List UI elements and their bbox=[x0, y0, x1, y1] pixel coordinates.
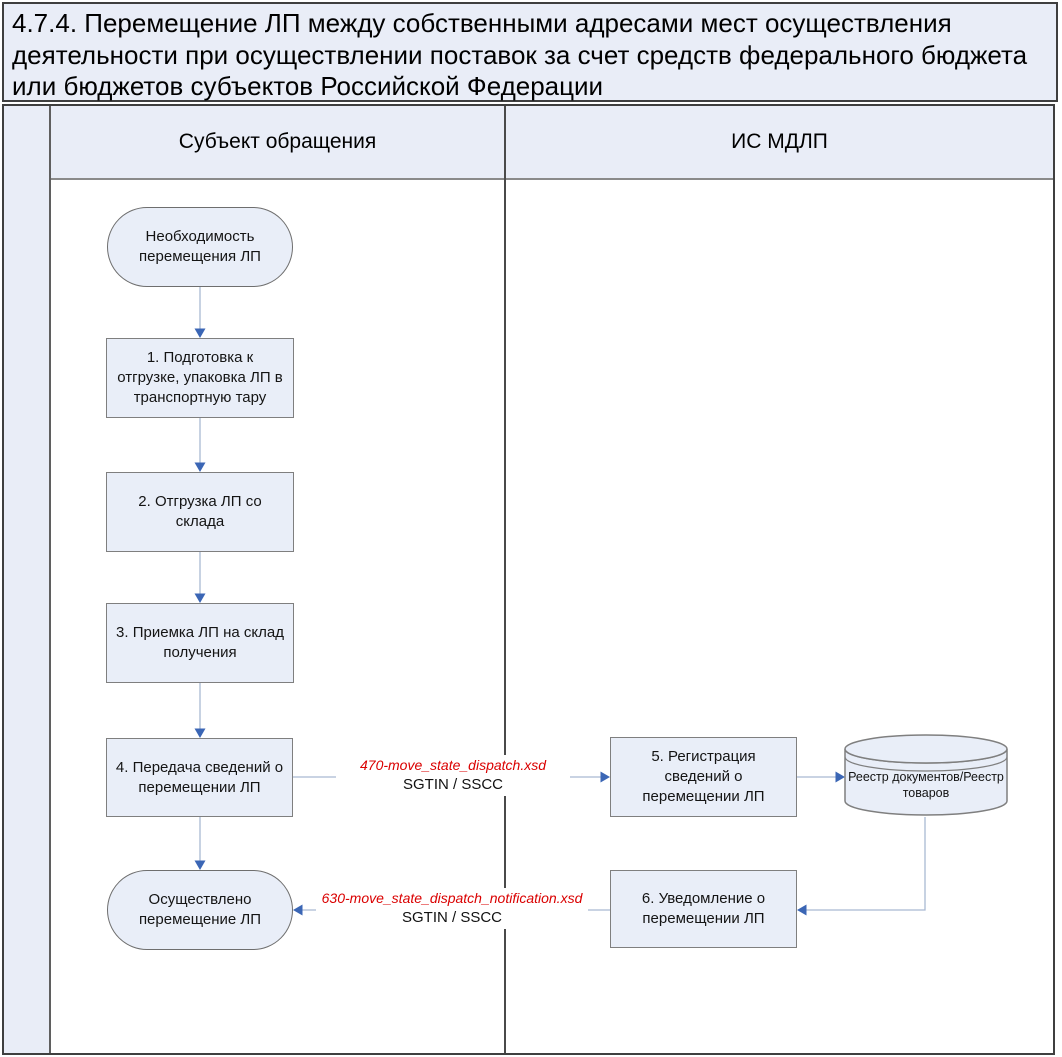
registry-datastore bbox=[843, 733, 1009, 817]
start-node: Необходимость перемещения ЛП bbox=[107, 207, 293, 287]
end-node: Осуществлено перемещение ЛП bbox=[107, 870, 293, 950]
dispatch-xsd-filename: 470-move_state_dispatch.xsd bbox=[360, 757, 546, 773]
process-step-2: 2. Отгрузка ЛП со склада bbox=[106, 472, 294, 552]
notification-xsd-filename: 630-move_state_dispatch_notification.xsd bbox=[321, 890, 583, 906]
pool-side-strip bbox=[4, 106, 51, 1053]
lane-title-subject: Субъект обращения bbox=[178, 130, 377, 153]
process-step-4: 4. Передача сведений о перемещении ЛП bbox=[106, 738, 293, 817]
process-step-5: 5. Регистрация сведений о перемещении ЛП bbox=[610, 737, 797, 817]
process-step-3: 3. Приемка ЛП на склад получения bbox=[106, 603, 294, 683]
registry-label: Реестр документов/Реестр товаров bbox=[848, 770, 1004, 801]
edge-label-dispatch bbox=[336, 755, 570, 796]
diagram-title: 4.7.4. Перемещение ЛП между собственными адресами мест осуществления деятельности при осуществлении поставок за счет средств федерального бюджета или бюджетов субъектов Российской Федерации bbox=[2, 2, 1058, 102]
process-step-6: 6. Уведомление о перемещении ЛП bbox=[610, 870, 797, 948]
process-step-1: 1. Подготовка к отгрузке, упаковка ЛП в транспортную тару bbox=[106, 338, 294, 418]
edge-label-notification bbox=[316, 888, 588, 929]
dispatch-codes: SGTIN / SSCC bbox=[402, 775, 503, 793]
lane-title-ismdlp: ИС МДЛП bbox=[731, 130, 828, 153]
notification-codes: SGTIN / SSCC bbox=[401, 908, 502, 926]
